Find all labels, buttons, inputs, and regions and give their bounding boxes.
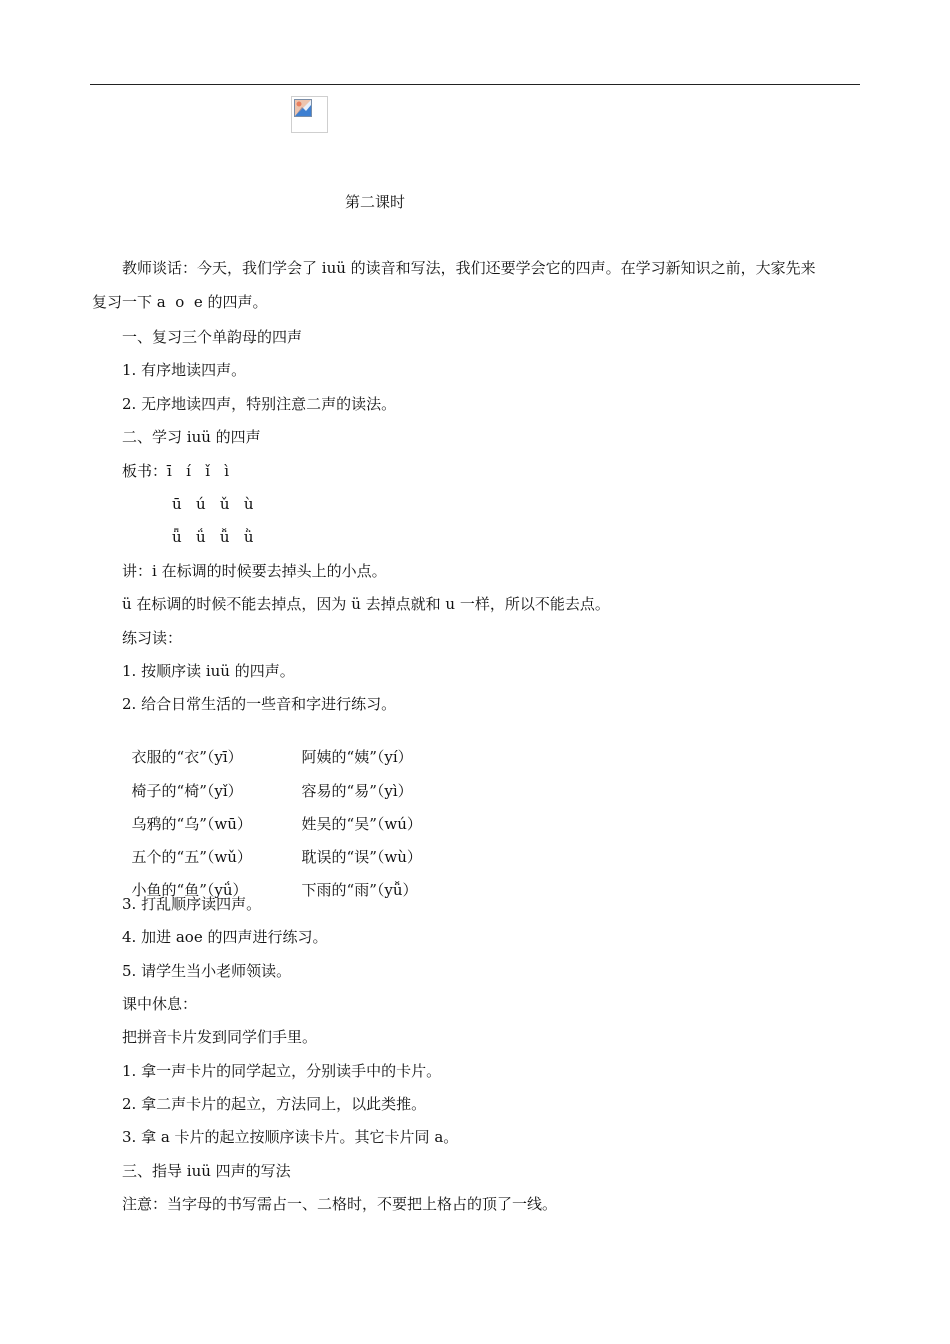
word-left: 衣服的“衣”（yī） [131, 748, 243, 766]
board-line-i: 板书：ī í ǐ ì [122, 462, 230, 480]
word-right: 姓吴的“吴”（wú） [301, 815, 422, 833]
page-title: 第二课时 [344, 193, 405, 211]
break-label: 课中休息： [122, 995, 198, 1013]
board-line-u: ū ú ǔ ù [172, 495, 254, 513]
attention-text: 注意：当字母的书写需占一、二格时，不要把上格占的顶了一线。 [122, 1195, 558, 1213]
word-right: 阿姨的“姨”（yí） [301, 748, 413, 766]
word-left: 五个的“五”（wǔ） [131, 848, 252, 866]
list-item: 1. 拿一声卡片的同学起立，分别读手中的卡片。 [122, 1062, 442, 1080]
word-left: 小鱼的“鱼”（yǘ） [131, 881, 248, 899]
list-item: 2. 拿二声卡片的起立，方法同上，以此类推。 [122, 1095, 427, 1113]
word-left: 椅子的“椅”（yǐ） [131, 782, 243, 800]
note-v: ü 在标调的时候不能去掉点，因为 ü 去掉点就和 u 一样，所以不能去点。 [122, 595, 610, 613]
list-item: 4. 加进 aoe 的四声进行练习。 [122, 928, 328, 946]
practice-label: 练习读： [122, 629, 183, 647]
broken-image-icon [291, 96, 328, 133]
board-line-v: ǖ ǘ ǚ ǜ [172, 528, 254, 546]
list-item: 3. 拿 a 卡片的起立按顺序读卡片。其它卡片同 a。 [122, 1128, 459, 1146]
section-heading-1: 一、复习三个单韵母的四声 [122, 328, 303, 346]
word-right: 下雨的“雨”（yǚ） [301, 881, 418, 899]
header-rule [90, 84, 860, 85]
list-item: 5. 请学生当小老师领读。 [122, 962, 292, 980]
list-item: 1. 按顺序读 iuü 的四声。 [122, 662, 295, 680]
list-item: 2. 给合日常生活的一些音和字进行练习。 [122, 695, 397, 713]
list-item: 1. 有序地读四声。 [122, 361, 247, 379]
cards-text: 把拼音卡片发到同学们手里。 [122, 1028, 318, 1046]
note-i: 讲：i 在标调的时候要去掉头上的小点。 [122, 562, 387, 580]
intro-text-cont: 复习一下 a o e 的四声。 [92, 293, 268, 311]
word-right: 耽误的“误”（wù） [301, 848, 422, 866]
list-item: 2. 无序地读四声，特别注意二声的读法。 [122, 395, 397, 413]
word-left: 乌鸦的“乌”（wū） [131, 815, 252, 833]
word-right: 容易的“易”（yì） [301, 782, 413, 800]
intro-text: 教师谈话：今天，我们学会了 iuü 的读音和写法，我们还要学会它的四声。在学习新知识之前，大家先来 [122, 259, 816, 277]
section-heading-2: 二、学习 iuü 的四声 [122, 428, 261, 446]
list-item: 3. 打乱顺序读四声。 [122, 895, 262, 913]
section-heading-3: 三、指导 iuü 四声的写法 [122, 1162, 291, 1180]
